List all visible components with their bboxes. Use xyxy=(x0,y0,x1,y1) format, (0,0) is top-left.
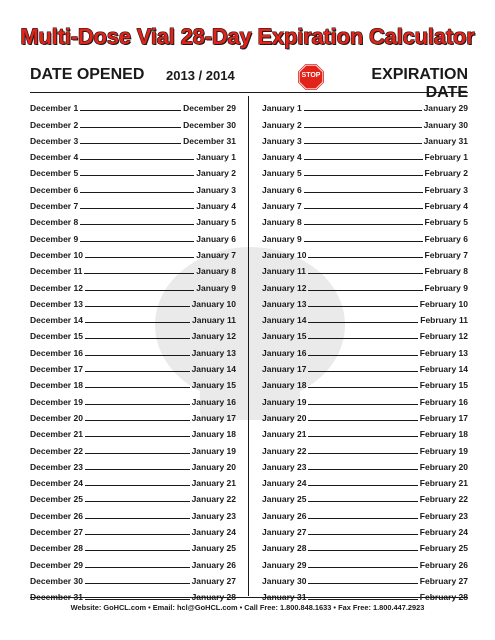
expiration-date: February 7 xyxy=(424,249,468,260)
leader-line xyxy=(304,143,422,144)
opened-date: January 18 xyxy=(262,380,307,391)
table-row xyxy=(262,146,468,162)
table-row xyxy=(262,341,468,357)
leader-line xyxy=(308,518,417,519)
table-row xyxy=(262,390,468,406)
expiration-date: February 4 xyxy=(424,201,468,212)
leader-line xyxy=(308,338,417,339)
leader-line xyxy=(85,355,190,356)
expiration-date: January 6 xyxy=(196,233,236,244)
opened-date: December 18 xyxy=(30,380,83,391)
expiration-date: February 28 xyxy=(419,592,468,603)
opened-date: January 25 xyxy=(262,494,307,505)
leader-line xyxy=(304,110,422,111)
opened-date: December 5 xyxy=(30,168,79,179)
expiration-date: January 3 xyxy=(196,184,236,195)
leader-line xyxy=(304,127,422,128)
expiration-date: February 20 xyxy=(419,461,468,472)
expiration-date: January 25 xyxy=(191,543,236,554)
expiration-date: February 24 xyxy=(419,527,468,538)
opened-date: January 16 xyxy=(262,347,307,358)
leader-line xyxy=(85,567,190,568)
opened-date: January 17 xyxy=(262,364,307,375)
opened-date: January 22 xyxy=(262,445,307,456)
expiration-date: February 15 xyxy=(419,380,468,391)
table-row xyxy=(30,244,236,260)
opened-date: January 24 xyxy=(262,478,307,489)
table-row xyxy=(262,521,468,537)
expiration-date: January 30 xyxy=(423,119,468,130)
table-row xyxy=(262,227,468,243)
leader-line xyxy=(308,355,417,356)
opened-date: January 13 xyxy=(262,298,307,309)
opened-date: January 7 xyxy=(262,201,302,212)
leader-line xyxy=(85,404,190,405)
stop-sign-label: STOP xyxy=(301,72,321,79)
leader-line xyxy=(85,322,190,323)
expiration-date: January 17 xyxy=(191,412,236,423)
opened-date: December 13 xyxy=(30,298,83,309)
expiration-date: January 27 xyxy=(191,575,236,586)
opened-date: January 23 xyxy=(262,461,307,472)
year-label: 2013 / 2014 xyxy=(166,68,235,83)
expiration-date: January 29 xyxy=(423,103,468,114)
expiration-date: January 13 xyxy=(191,347,236,358)
table-header xyxy=(30,64,468,101)
leader-line xyxy=(308,534,417,535)
expiration-date: February 1 xyxy=(424,152,468,163)
expiration-date: February 17 xyxy=(419,412,468,423)
table-row xyxy=(30,407,236,423)
leader-line xyxy=(304,175,423,176)
expiration-date: February 8 xyxy=(424,266,468,277)
opened-date: December 25 xyxy=(30,494,83,505)
table-row xyxy=(30,309,236,325)
opened-date: January 10 xyxy=(262,249,307,260)
table-row xyxy=(262,586,468,602)
table-row xyxy=(30,195,236,211)
leader-line xyxy=(80,192,194,193)
column-divider xyxy=(248,96,249,596)
opened-date: December 29 xyxy=(30,559,83,570)
expiration-date: January 9 xyxy=(196,282,236,293)
table-row xyxy=(30,341,236,357)
table-row xyxy=(262,293,468,309)
opened-date: January 21 xyxy=(262,429,307,440)
leader-line xyxy=(304,224,423,225)
leader-line xyxy=(85,518,190,519)
opened-date: December 23 xyxy=(30,461,83,472)
expiration-date: January 28 xyxy=(191,592,236,603)
leader-line xyxy=(80,127,181,128)
table-row xyxy=(262,244,468,260)
expiration-date: January 18 xyxy=(191,429,236,440)
opened-date: January 14 xyxy=(262,315,307,326)
opened-date: January 12 xyxy=(262,282,307,293)
table-row xyxy=(262,113,468,129)
opened-date: December 24 xyxy=(30,478,83,489)
table-row xyxy=(30,130,236,146)
leader-line xyxy=(304,208,423,209)
table-row xyxy=(262,211,468,227)
expiration-date: January 1 xyxy=(196,152,236,163)
expiration-date: February 9 xyxy=(424,282,468,293)
expiration-date: February 11 xyxy=(420,315,468,326)
table-row xyxy=(262,537,468,553)
leader-line xyxy=(308,567,417,568)
expiration-date: February 14 xyxy=(419,364,468,375)
leader-line xyxy=(308,306,417,307)
opened-date: December 3 xyxy=(30,135,79,146)
opened-date: January 19 xyxy=(262,396,307,407)
table-row xyxy=(30,276,236,292)
table-row xyxy=(30,325,236,341)
leader-line xyxy=(308,469,417,470)
leader-line xyxy=(85,436,190,437)
table-row xyxy=(30,260,236,276)
leader-line xyxy=(308,371,417,372)
table-row xyxy=(30,293,236,309)
opened-date: December 9 xyxy=(30,233,79,244)
leader-line xyxy=(85,550,190,551)
leader-line xyxy=(308,501,417,502)
date-opened-heading: DATE OPENED xyxy=(30,66,145,83)
leader-line xyxy=(308,387,417,388)
table-row xyxy=(30,227,236,243)
table-row xyxy=(30,358,236,374)
leader-line xyxy=(85,257,194,258)
opened-date: January 8 xyxy=(262,217,302,228)
table-row xyxy=(30,146,236,162)
leader-line xyxy=(85,420,190,421)
expiration-date: January 22 xyxy=(191,494,236,505)
leader-line xyxy=(80,175,194,176)
left-column xyxy=(30,97,236,602)
leader-line xyxy=(308,453,417,454)
table-row xyxy=(262,439,468,455)
leader-line xyxy=(84,273,194,274)
leader-line xyxy=(85,453,190,454)
opened-date: January 5 xyxy=(262,168,302,179)
opened-date: December 4 xyxy=(30,152,79,163)
table-row xyxy=(30,374,236,390)
expiration-date-heading: EXPIRATION DATE xyxy=(371,66,468,101)
right-column xyxy=(262,97,468,602)
expiration-date: February 6 xyxy=(424,233,468,244)
table-row xyxy=(30,570,236,586)
expiration-date: January 7 xyxy=(196,249,236,260)
opened-date: January 1 xyxy=(262,103,302,114)
opened-date: December 16 xyxy=(30,347,83,358)
leader-line xyxy=(85,371,190,372)
table-row xyxy=(30,456,236,472)
table-row xyxy=(262,472,468,488)
opened-date: January 28 xyxy=(262,543,307,554)
table-row xyxy=(262,374,468,390)
leader-line xyxy=(308,273,423,274)
expiration-date: January 15 xyxy=(191,380,236,391)
table-row xyxy=(30,423,236,439)
table-row xyxy=(262,456,468,472)
expiration-date: January 8 xyxy=(196,266,236,277)
opened-date: January 3 xyxy=(262,135,302,146)
leader-line xyxy=(85,599,190,600)
opened-date: December 28 xyxy=(30,543,83,554)
opened-date: January 15 xyxy=(262,331,307,342)
expiration-date: January 5 xyxy=(196,217,236,228)
header-rule xyxy=(30,92,468,93)
table-row xyxy=(30,211,236,227)
table-row xyxy=(30,586,236,602)
table-row xyxy=(30,504,236,520)
expiration-date: February 2 xyxy=(424,168,468,179)
expiration-date: January 20 xyxy=(191,461,236,472)
table-row xyxy=(30,113,236,129)
expiration-date: January 11 xyxy=(192,315,236,326)
opened-date: December 10 xyxy=(30,249,83,260)
expiration-date: December 30 xyxy=(183,119,236,130)
opened-date: December 2 xyxy=(30,119,79,130)
leader-line xyxy=(308,550,417,551)
leader-line xyxy=(85,485,190,486)
expiration-date: January 10 xyxy=(191,298,236,309)
table-row xyxy=(30,162,236,178)
opened-date: December 22 xyxy=(30,445,83,456)
table-row xyxy=(30,488,236,504)
expiration-date: February 25 xyxy=(419,543,468,554)
expiration-date: January 16 xyxy=(191,396,236,407)
opened-date: December 30 xyxy=(30,575,83,586)
opened-date: January 26 xyxy=(262,510,307,521)
expiration-date: January 31 xyxy=(423,135,468,146)
opened-date: December 20 xyxy=(30,412,83,423)
opened-date: January 30 xyxy=(262,575,307,586)
table-row xyxy=(30,472,236,488)
leader-line xyxy=(308,404,417,405)
table-row xyxy=(262,553,468,569)
opened-date: December 1 xyxy=(30,103,79,114)
expiration-date: February 22 xyxy=(419,494,468,505)
expiration-date: February 21 xyxy=(419,478,468,489)
leader-line xyxy=(308,436,417,437)
table-row xyxy=(30,178,236,194)
table-row xyxy=(30,537,236,553)
expiration-date: February 23 xyxy=(419,510,468,521)
table-row xyxy=(262,162,468,178)
leader-line xyxy=(85,306,190,307)
table-row xyxy=(262,325,468,341)
table-row xyxy=(30,97,236,113)
opened-date: December 7 xyxy=(30,201,79,212)
table-row xyxy=(262,570,468,586)
opened-date: December 6 xyxy=(30,184,79,195)
expiration-date: February 12 xyxy=(419,331,468,342)
leader-line xyxy=(85,583,190,584)
table-row xyxy=(30,439,236,455)
leader-line xyxy=(308,485,417,486)
table-row xyxy=(262,488,468,504)
table-row xyxy=(262,504,468,520)
leader-line xyxy=(85,501,190,502)
leader-line xyxy=(80,224,194,225)
opened-date: January 6 xyxy=(262,184,302,195)
expiration-date: February 5 xyxy=(424,217,468,228)
expiration-date: January 12 xyxy=(191,331,236,342)
leader-line xyxy=(80,159,194,160)
opened-date: January 9 xyxy=(262,233,302,244)
table-row xyxy=(262,407,468,423)
table-row xyxy=(30,521,236,537)
page-title: Multi-Dose Vial 28-Day Expiration Calculator xyxy=(20,24,475,49)
table-row xyxy=(262,97,468,113)
leader-line xyxy=(308,420,417,421)
opened-date: December 11 xyxy=(30,266,83,277)
leader-line xyxy=(80,143,181,144)
expiration-date: February 13 xyxy=(419,347,468,358)
opened-date: December 15 xyxy=(30,331,83,342)
table-row xyxy=(262,178,468,194)
opened-date: December 19 xyxy=(30,396,83,407)
expiration-date: February 26 xyxy=(419,559,468,570)
leader-line xyxy=(304,192,423,193)
table-row xyxy=(30,390,236,406)
leader-line xyxy=(308,583,417,584)
opened-date: December 27 xyxy=(30,527,83,538)
expiration-date: January 26 xyxy=(191,559,236,570)
expiration-date: February 16 xyxy=(419,396,468,407)
opened-date: December 8 xyxy=(30,217,79,228)
opened-date: December 21 xyxy=(30,429,83,440)
expiration-date: January 14 xyxy=(191,364,236,375)
opened-date: January 4 xyxy=(262,152,302,163)
footer-rule xyxy=(30,597,468,598)
expiration-date: January 24 xyxy=(191,527,236,538)
opened-date: December 26 xyxy=(30,510,83,521)
expiration-date: February 27 xyxy=(419,575,468,586)
leader-line xyxy=(308,599,417,600)
leader-line xyxy=(85,290,194,291)
opened-date: January 31 xyxy=(262,592,307,603)
leader-line xyxy=(304,159,423,160)
opened-date: January 29 xyxy=(262,559,307,570)
opened-date: December 12 xyxy=(30,282,83,293)
leader-line xyxy=(308,290,422,291)
table-row xyxy=(30,553,236,569)
expiration-date: February 10 xyxy=(419,298,468,309)
leader-line xyxy=(85,387,190,388)
expiration-date: February 3 xyxy=(424,184,468,195)
expiration-date: January 21 xyxy=(191,478,236,489)
opened-date: January 11 xyxy=(262,266,306,277)
leader-line xyxy=(308,257,422,258)
expiration-date: December 31 xyxy=(183,135,236,146)
leader-line xyxy=(308,322,418,323)
table-row xyxy=(262,358,468,374)
leader-line xyxy=(85,469,190,470)
expiration-date: December 29 xyxy=(183,103,236,114)
expiration-date: January 23 xyxy=(191,510,236,521)
opened-date: December 17 xyxy=(30,364,83,375)
leader-line xyxy=(80,110,181,111)
leader-line xyxy=(85,534,190,535)
opened-date: January 27 xyxy=(262,527,307,538)
leader-line xyxy=(80,241,194,242)
contact-footer: Website: GoHCL.com • Email: hcl@GoHCL.com • Call Free: 1.800.848.1633 • Fax Free: 1.800.447.2923 xyxy=(70,603,425,612)
expiration-date: February 19 xyxy=(419,445,468,456)
expiration-date: January 19 xyxy=(191,445,236,456)
table-row xyxy=(262,309,468,325)
opened-date: December 31 xyxy=(30,592,83,603)
opened-date: January 20 xyxy=(262,412,307,423)
leader-line xyxy=(85,338,190,339)
table-row xyxy=(262,195,468,211)
expiration-date: February 18 xyxy=(419,429,468,440)
table-row xyxy=(262,130,468,146)
table-row xyxy=(262,423,468,439)
table-row xyxy=(262,260,468,276)
opened-date: January 2 xyxy=(262,119,302,130)
opened-date: December 14 xyxy=(30,315,83,326)
table-row xyxy=(262,276,468,292)
leader-line xyxy=(80,208,194,209)
leader-line xyxy=(304,241,423,242)
expiration-date: January 2 xyxy=(196,168,236,179)
expiration-date: January 4 xyxy=(196,201,236,212)
